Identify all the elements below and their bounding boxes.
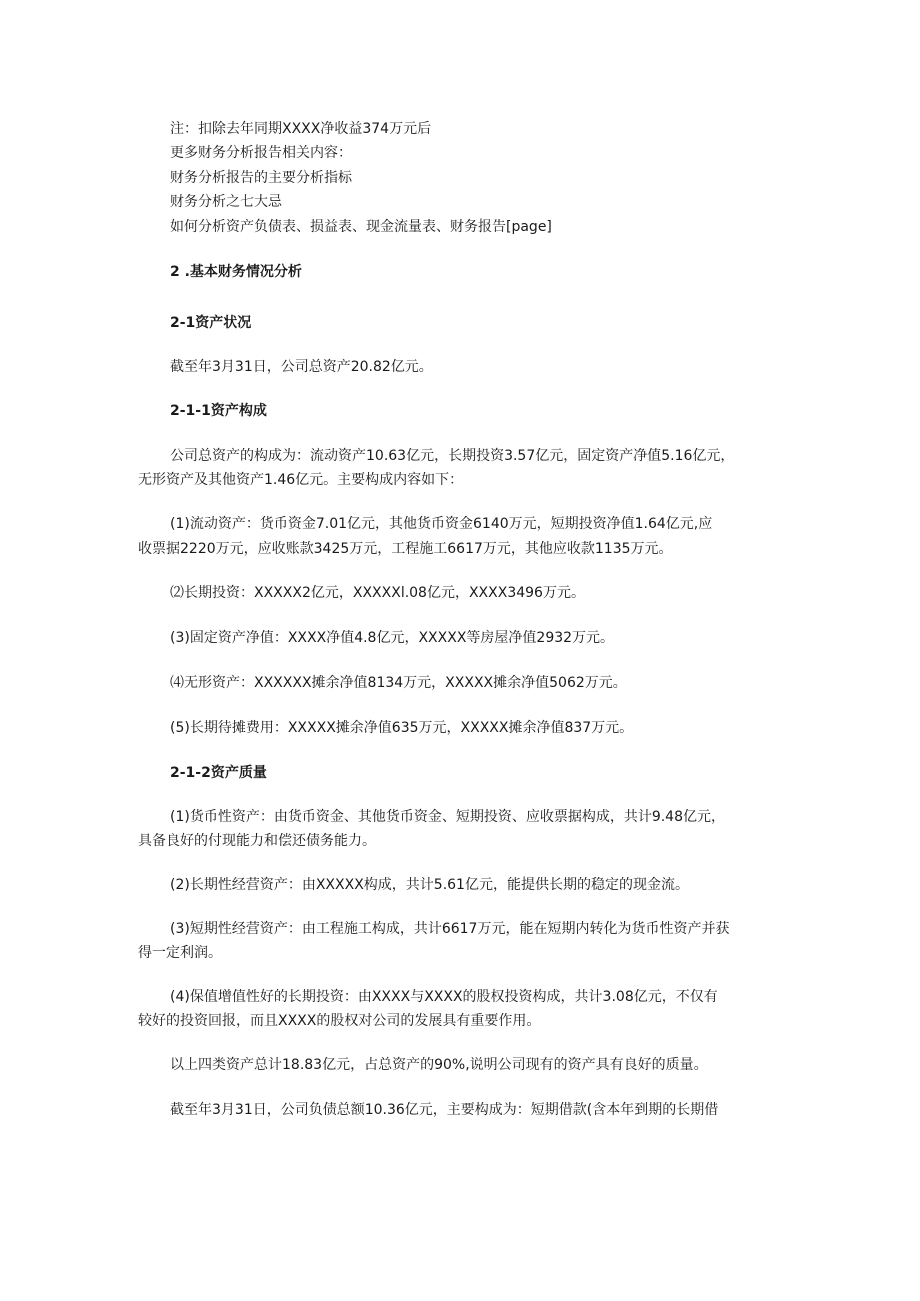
subsection-asset-composition-title: 2-1-1资产构成	[170, 403, 267, 419]
composition-paragraph-line2: 无形资产及其他资产1.46亿元。主要构成内容如下：	[138, 472, 464, 488]
value-preserving-investment-line1: (4)保值增值性好的长期投资：由XXXX与XXXX的股权投资构成，共计3.08亿元，不仅有	[170, 989, 718, 1005]
subsection-asset-quality-title: 2-1-2资产质量	[170, 765, 267, 781]
intangible-assets-text: ⑷无形资产：XXXXXX摊余净值8134万元，XXXXX摊余净值5062万元。	[170, 675, 627, 691]
note-text: 注：扣除去年同期XXXX净收益374万元后	[170, 121, 432, 137]
related-link-statements: 如何分析资产负债表、损益表、现金流量表、财务报告[page]	[170, 219, 552, 235]
subsection-asset-status-title: 2-1资产状况	[170, 315, 252, 331]
long-term-operating-assets-text: (2)长期性经营资产：由XXXXX构成，共计5.61亿元，能提供长期的稳定的现金流。	[170, 877, 689, 893]
current-assets-line2: 收票据2220万元，应收账款3425万元，工程施工6617万元，其他应收款1135万元。	[138, 541, 673, 557]
long-term-investment-text: ⑵长期投资：XXXXX2亿元，XXXXXl.08亿元，XXXX3496万元。	[170, 585, 585, 601]
related-link-indicators: 财务分析报告的主要分析指标	[170, 170, 352, 186]
fixed-assets-text: (3)固定资产净值：XXXX净值4.8亿元，XXXXX等房屋净值2932万元。	[170, 630, 615, 646]
short-term-operating-assets-line1: (3)短期性经营资产：由工程施工构成，共计6617万元，能在短期内转化为货币性资产并获	[170, 921, 730, 937]
value-preserving-investment-line2: 较好的投资回报，而且XXXX的股权对公司的发展具有重要作用。	[138, 1013, 541, 1029]
composition-paragraph-line1: 公司总资产的构成为：流动资产10.63亿元，长期投资3.57亿元，固定资产净值5.16亿元，	[170, 448, 735, 464]
deferred-expenses-text: (5)长期待摊费用：XXXXX摊余净值635万元，XXXXX摊余净值837万元。	[170, 720, 634, 736]
monetary-assets-line2: 具备良好的付现能力和偿还债务能力。	[138, 833, 376, 849]
short-term-operating-assets-line2: 得一定利润。	[138, 945, 222, 961]
asset-quality-summary: 以上四类资产总计18.83亿元，占总资产的90%,说明公司现有的资产具有良好的质量。	[170, 1057, 708, 1073]
related-content-label: 更多财务分析报告相关内容：	[170, 145, 352, 161]
total-liabilities-text: 截至年3月31日，公司负债总额10.36亿元，主要构成为：短期借款(含本年到期的长期借	[170, 1102, 719, 1118]
total-assets-text: 截至年3月31日，公司总资产20.82亿元。	[170, 359, 433, 375]
monetary-assets-line1: (1)货币性资产：由货币资金、其他货币资金、短期投资、应收票据构成，共计9.48亿元，	[170, 809, 726, 825]
section-title: 2 .基本财务情况分析	[170, 264, 302, 280]
related-link-taboos: 财务分析之七大忌	[170, 194, 282, 210]
current-assets-line1: (1)流动资产：货币资金7.01亿元，其他货币资金6140万元，短期投资净值1.64亿元,应	[170, 516, 713, 532]
